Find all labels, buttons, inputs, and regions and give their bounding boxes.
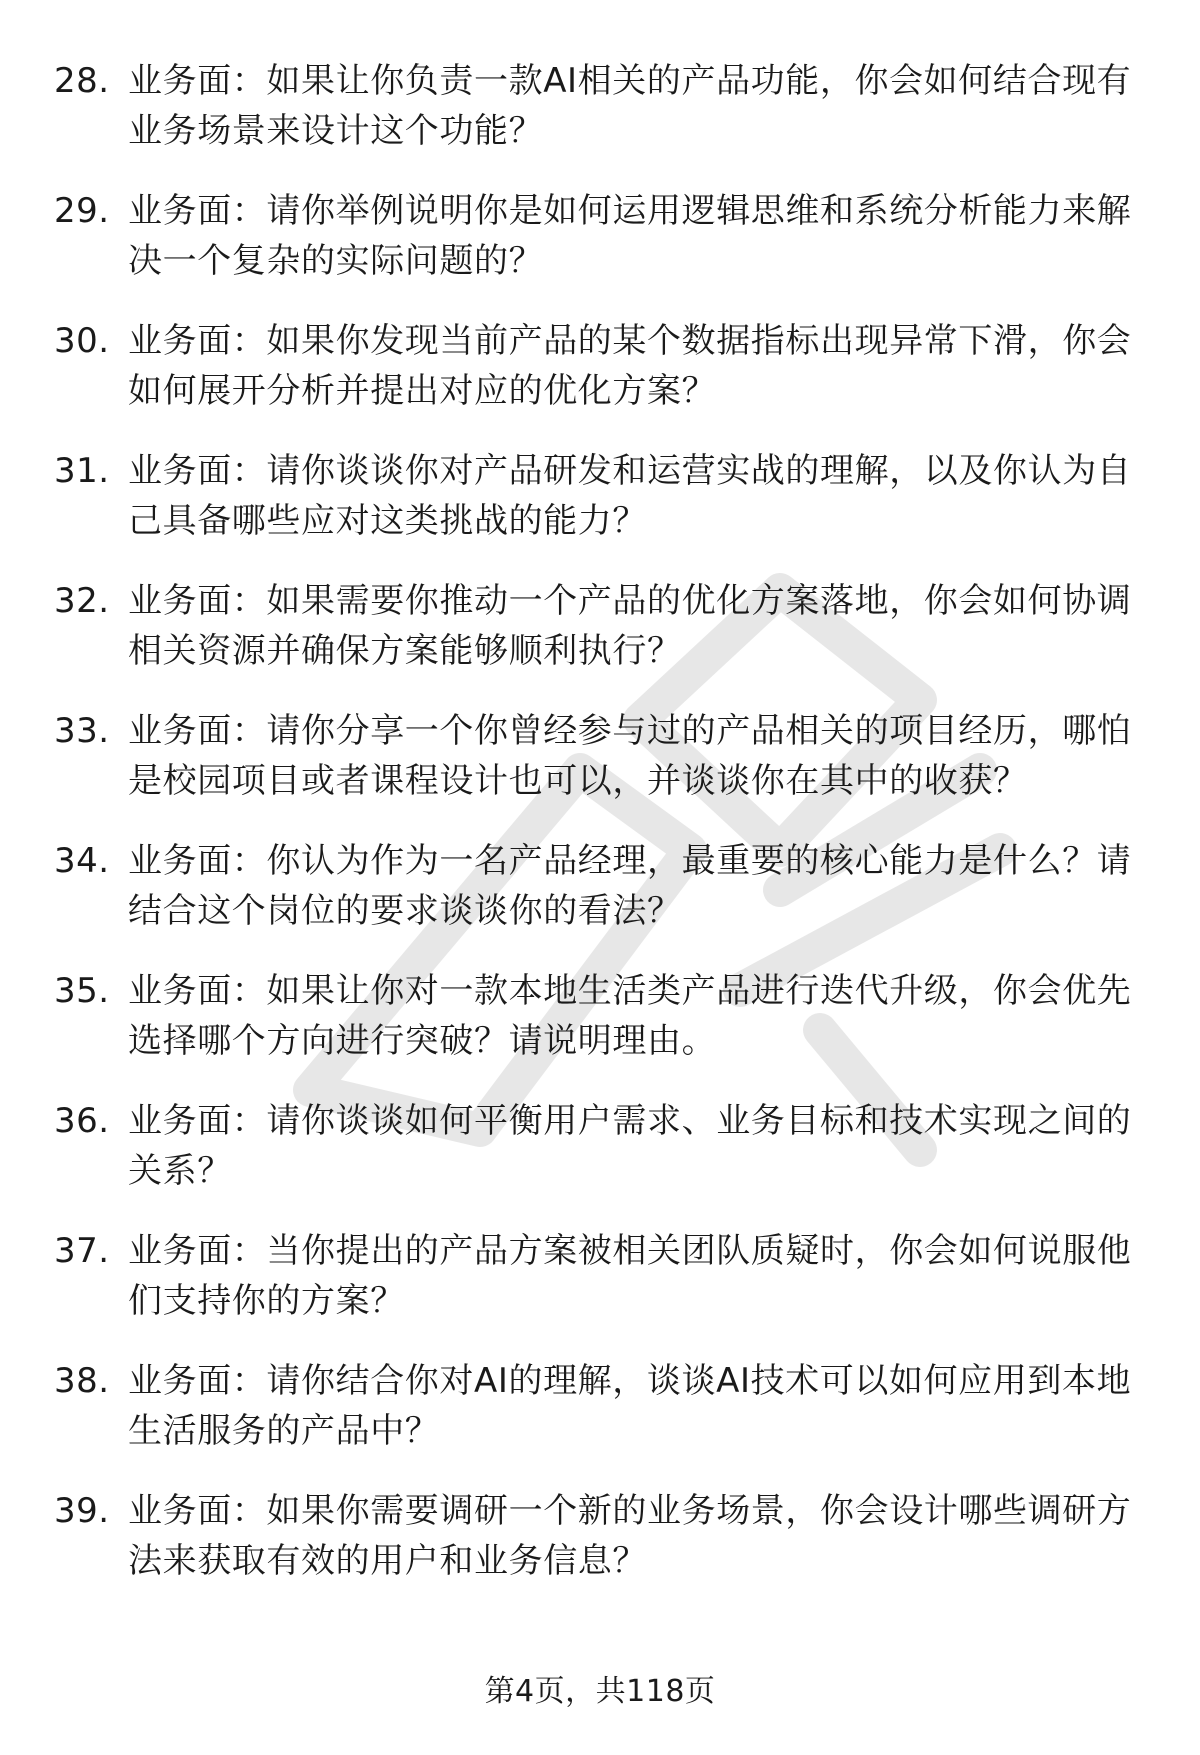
question-list	[0, 56, 1200, 1616]
question-item-33	[0, 706, 1200, 836]
question-text: 业务面：如果让你负责一款AI相关的产品功能，你会如何结合现有业务场景来设计这个功能？	[128, 61, 1132, 151]
question-number: 33.	[54, 711, 110, 751]
question-item-35	[0, 966, 1200, 1096]
question-text: 业务面：请你谈谈你对产品研发和运营实战的理解，以及你认为自己具备哪些应对这类挑战的能力？	[128, 451, 1132, 541]
question-number: 31.	[54, 451, 110, 491]
question-item-32	[0, 576, 1200, 706]
question-text: 业务面：请你谈谈如何平衡用户需求、业务目标和技术实现之间的关系？	[128, 1101, 1132, 1191]
question-number: 30.	[54, 321, 110, 361]
question-text: 业务面：如果你需要调研一个新的业务场景，你会设计哪些调研方法来获取有效的用户和业务信息？	[128, 1491, 1132, 1581]
question-number: 38.	[54, 1361, 110, 1401]
question-text: 业务面：请你分享一个你曾经参与过的产品相关的项目经历，哪怕是校园项目或者课程设计也可以，并谈谈你在其中的收获？	[128, 711, 1132, 801]
question-number: 32.	[54, 581, 110, 621]
question-text: 业务面：请你举例说明你是如何运用逻辑思维和系统分析能力来解决一个复杂的实际问题的？	[128, 191, 1132, 281]
question-number: 36.	[54, 1101, 110, 1141]
question-text: 业务面：当你提出的产品方案被相关团队质疑时，你会如何说服他们支持你的方案？	[128, 1231, 1132, 1321]
question-number: 37.	[54, 1231, 110, 1271]
question-text: 业务面：请你结合你对AI的理解，谈谈AI技术可以如何应用到本地生活服务的产品中？	[128, 1361, 1132, 1451]
question-item-38	[0, 1356, 1200, 1486]
question-text: 业务面：如果你发现当前产品的某个数据指标出现异常下滑，你会如何展开分析并提出对应的优化方案？	[128, 321, 1132, 411]
question-item-29	[0, 186, 1200, 316]
question-text: 业务面：如果需要你推动一个产品的优化方案落地，你会如何协调相关资源并确保方案能够顺利执行？	[128, 581, 1132, 671]
question-item-36	[0, 1096, 1200, 1226]
question-item-31	[0, 446, 1200, 576]
question-item-34	[0, 836, 1200, 966]
question-number: 39.	[54, 1491, 110, 1531]
page-footer: 第4页，共118页	[484, 1674, 716, 1709]
question-number: 28.	[54, 61, 110, 101]
question-number: 35.	[54, 971, 110, 1011]
question-number: 34.	[54, 841, 110, 881]
question-number: 29.	[54, 191, 110, 231]
question-text: 业务面：如果让你对一款本地生活类产品进行迭代升级，你会优先选择哪个方向进行突破？请说明理由。	[128, 971, 1132, 1061]
question-item-39	[0, 1486, 1200, 1616]
question-item-28	[0, 56, 1200, 186]
question-item-37	[0, 1226, 1200, 1356]
question-text: 业务面：你认为作为一名产品经理，最重要的核心能力是什么？请结合这个岗位的要求谈谈你的看法？	[128, 841, 1132, 931]
question-item-30	[0, 316, 1200, 446]
